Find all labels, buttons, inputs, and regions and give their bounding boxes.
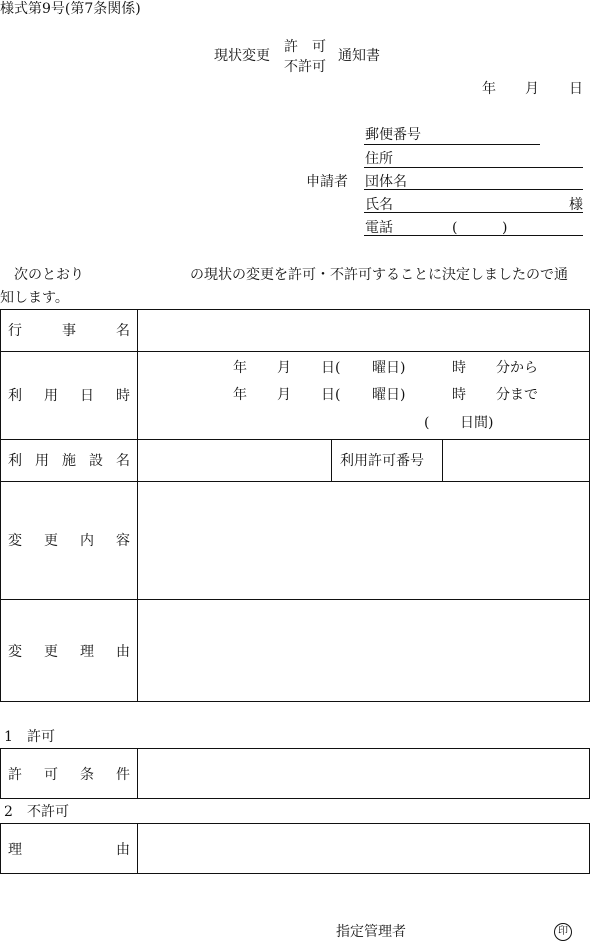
title-prefix: 現状変更 xyxy=(214,48,270,64)
end-hour-label: 時 xyxy=(452,387,466,403)
event-name-field[interactable] xyxy=(138,310,589,350)
body-text-line2: 知します。 xyxy=(0,290,69,306)
group-name-label: 団体名 xyxy=(365,174,407,190)
form-number: 様式第9号(第7条関係) xyxy=(0,1,141,17)
permit-conditions-field[interactable] xyxy=(138,749,589,798)
seal-mark: 印 xyxy=(554,923,572,941)
title-option-deny: 不許可 xyxy=(284,59,326,75)
end-weekday-label: 曜日) xyxy=(372,387,406,403)
usage-datetime-label: 利 用 日 時 xyxy=(8,388,130,404)
permit-number-field[interactable] xyxy=(443,440,589,480)
name-label: 氏名 xyxy=(365,197,393,213)
table-column-divider xyxy=(331,439,332,481)
section1-number: 1 xyxy=(4,729,13,745)
start-minute-label: 分から xyxy=(496,360,538,376)
section2-number: 2 xyxy=(4,804,13,820)
end-month-label: 月 xyxy=(277,387,291,403)
start-weekday-label: 曜日) xyxy=(372,360,406,376)
phone-field[interactable] xyxy=(364,235,583,236)
change-reason-label: 変 更 理 由 xyxy=(8,643,130,660)
end-minute-label: 分まで xyxy=(496,387,538,403)
days-paren-open: ( xyxy=(424,415,430,431)
start-month-label: 月 xyxy=(277,360,291,376)
designated-manager-label: 指定管理者 xyxy=(336,924,406,940)
honorific: 様 xyxy=(569,197,583,213)
facility-name-label: 利 用 施 設 名 xyxy=(8,453,130,469)
end-year-label: 年 xyxy=(233,387,247,403)
start-day-label: 日( xyxy=(321,360,341,376)
change-reason-field[interactable] xyxy=(138,600,589,701)
event-name-label: 行 事 名 xyxy=(8,323,130,339)
facility-name-field[interactable] xyxy=(138,440,330,480)
address-label: 住所 xyxy=(365,151,393,167)
title-suffix: 通知書 xyxy=(338,48,380,64)
group-name-field[interactable] xyxy=(364,189,583,190)
name-field[interactable] xyxy=(364,212,583,213)
days-label: 日間) xyxy=(460,415,494,431)
date-year-label: 年 xyxy=(482,81,496,97)
address-field[interactable] xyxy=(364,167,583,168)
section1-heading: 許可 xyxy=(27,729,55,745)
end-day-label: 日( xyxy=(321,387,341,403)
date-month-label: 月 xyxy=(525,81,539,97)
date-day-label: 日 xyxy=(569,81,583,97)
section2-heading: 不許可 xyxy=(27,804,69,820)
start-hour-label: 時 xyxy=(452,360,466,376)
body-text-end: の現状の変更を許可・不許可することに決定しましたので通 xyxy=(190,267,568,283)
postal-label: 郵便番号 xyxy=(365,127,421,143)
phone-paren-close: ) xyxy=(502,220,508,236)
title-option-permit: 許 可 xyxy=(284,39,326,55)
denial-reason-label: 理 由 xyxy=(8,841,130,858)
permit-number-label: 利用許可番号 xyxy=(340,453,424,469)
start-year-label: 年 xyxy=(233,360,247,376)
applicant-label: 申請者 xyxy=(306,174,348,190)
phone-paren-open: ( xyxy=(452,220,458,236)
body-text-start: 次のとおり xyxy=(14,267,84,283)
change-content-field[interactable] xyxy=(138,482,589,598)
postal-field[interactable] xyxy=(364,144,540,145)
denial-reason-field[interactable] xyxy=(138,824,589,873)
permit-conditions-label: 許 可 条 件 xyxy=(8,766,130,783)
phone-label: 電話 xyxy=(365,220,393,236)
change-content-label: 変 更 内 容 xyxy=(8,533,130,549)
